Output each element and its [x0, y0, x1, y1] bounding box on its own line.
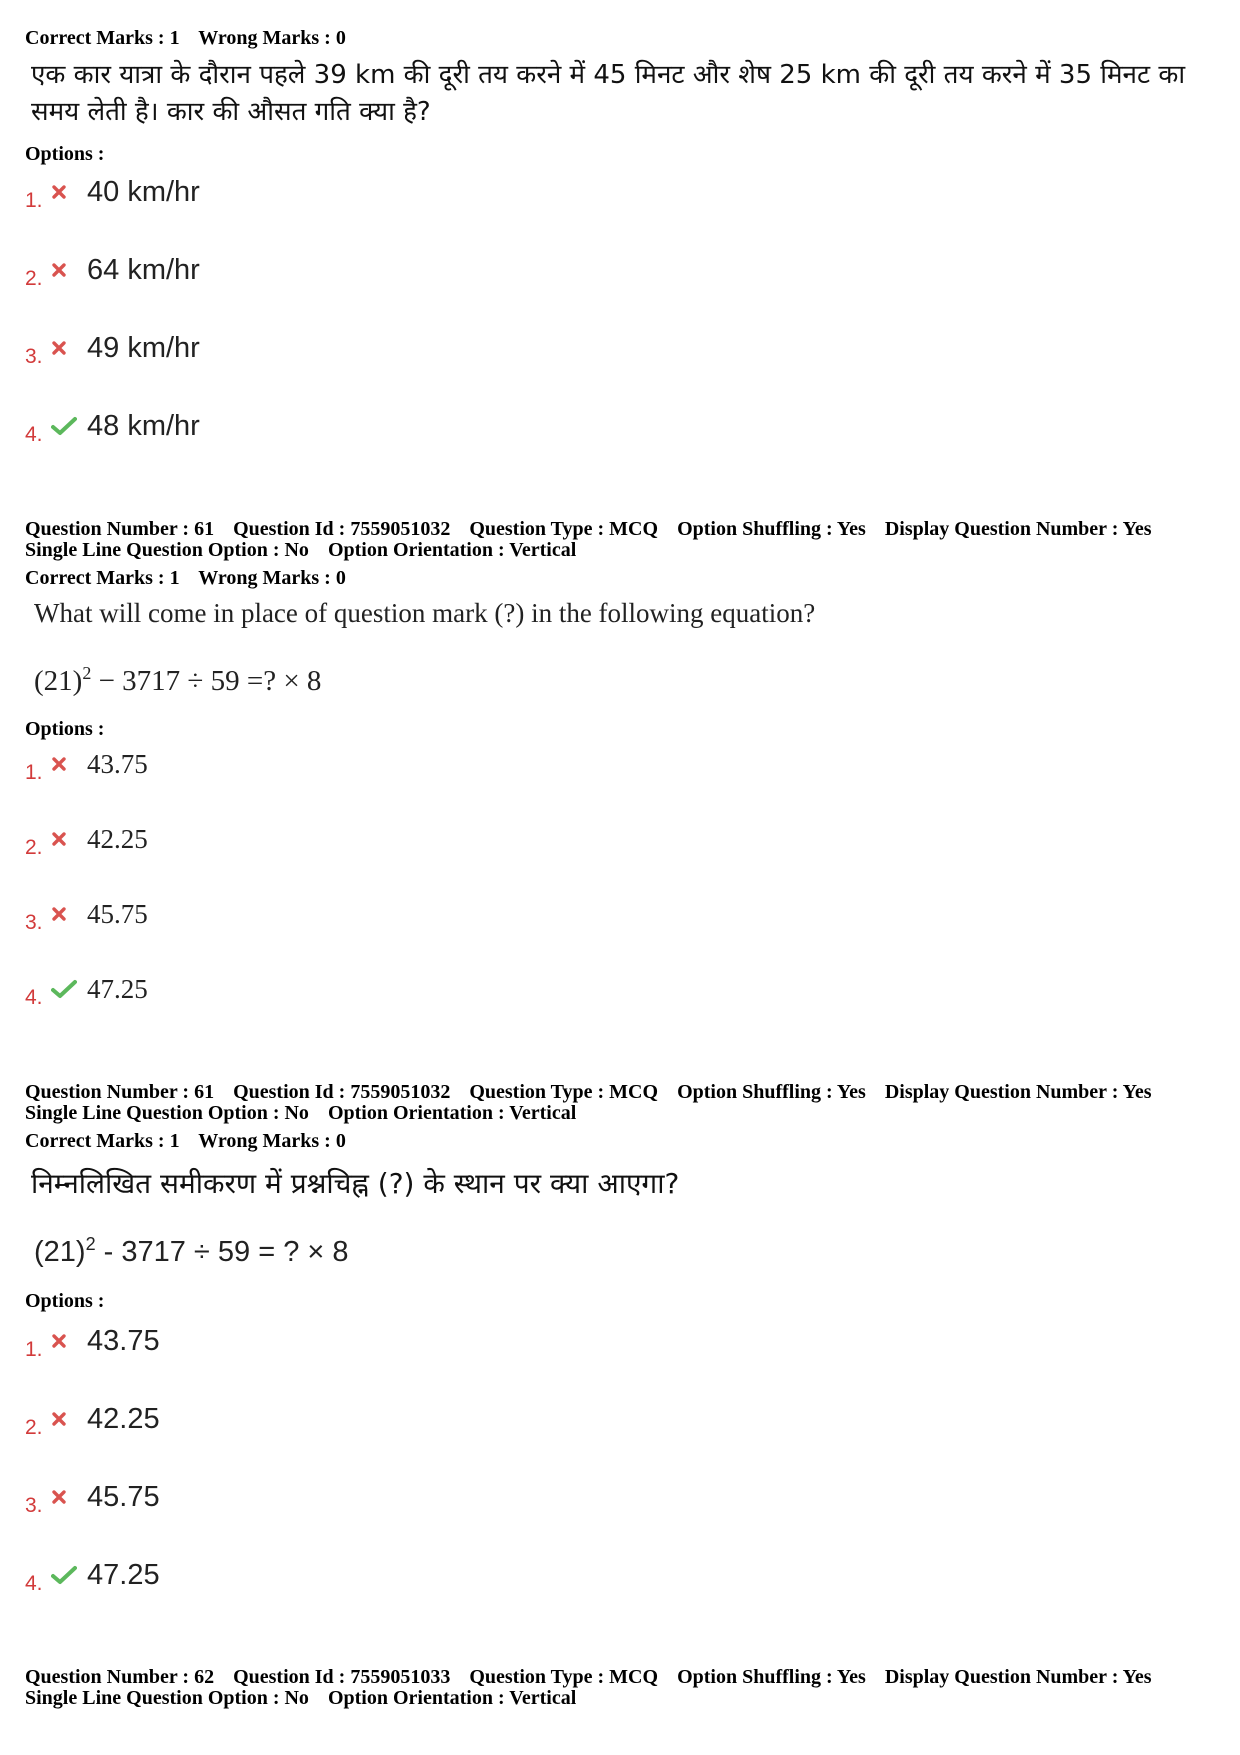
wrong-marks: Wrong Marks : 0: [198, 567, 346, 589]
question-id: Question Id : 7559051032: [233, 1081, 451, 1103]
question-type: Question Type : MCQ: [469, 1081, 659, 1103]
option-value: 64 km/hr: [87, 253, 200, 286]
equation-base: (21): [34, 1236, 86, 1268]
wrong-icon: [51, 262, 87, 278]
option-value: 40 km/hr: [87, 175, 200, 208]
option-number: 3.: [25, 345, 43, 368]
question-text: What will come in place of question mark (?) in the following equation?: [34, 598, 816, 628]
option-value: 49 km/hr: [87, 331, 200, 364]
question-number: Question Number : 62: [25, 1666, 215, 1688]
option-shuffling: Option Shuffling : Yes: [677, 518, 866, 540]
wrong-icon: [51, 184, 87, 200]
option-number: 3.: [25, 911, 43, 934]
option-item[interactable]: [25, 1319, 160, 1363]
question-id: Question Id : 7559051033: [233, 1666, 451, 1688]
correct-marks: Correct Marks : 1: [25, 567, 180, 589]
option-number: 1.: [25, 1338, 43, 1361]
option-value: 45.75: [87, 898, 148, 929]
question-meta-line-2: [25, 539, 590, 561]
question-type: Question Type : MCQ: [469, 1666, 659, 1688]
wrong-marks: Wrong Marks : 0: [198, 1130, 346, 1152]
wrong-icon: [51, 1489, 87, 1505]
question-equation: [34, 1234, 349, 1269]
question-text: एक कार यात्रा के दौरान पहले 39 km की दूरी तय करने में 45 मिनट और शेष 25 km की दूरी तय करने में 35 मिनट का समय लेती है। कार की औसत गति क्या है?: [31, 60, 1186, 127]
wrong-marks: Wrong Marks : 0: [198, 27, 346, 49]
question-meta-line-1: [25, 518, 1166, 540]
option-value: 43.75: [87, 748, 148, 779]
option-item[interactable]: [25, 1553, 160, 1597]
option-orientation: Option Orientation : Vertical: [327, 1687, 577, 1709]
equation-rest: − 3717 ÷ 59 =? × 8: [91, 665, 322, 697]
option-number: 1.: [25, 761, 43, 784]
wrong-icon: [51, 1411, 87, 1427]
option-item[interactable]: [25, 326, 200, 370]
option-item[interactable]: [25, 742, 148, 786]
question-meta-line-2: [25, 1687, 590, 1709]
option-item[interactable]: [25, 404, 200, 448]
wrong-icon: [51, 340, 87, 356]
option-item[interactable]: [25, 1475, 160, 1519]
options-label: Options :: [25, 143, 105, 165]
option-number: 4.: [25, 1572, 43, 1595]
display-question-number: Display Question Number : Yes: [884, 518, 1152, 540]
option-item[interactable]: [25, 967, 148, 1011]
option-number: 2.: [25, 836, 43, 859]
option-number: 2.: [25, 1416, 43, 1439]
correct-icon: [51, 1565, 87, 1585]
options-label: Options :: [25, 718, 105, 740]
single-line-question-option: Single Line Question Option : No: [25, 1687, 309, 1709]
option-item[interactable]: [25, 892, 148, 936]
option-value: 48 km/hr: [87, 409, 200, 442]
correct-marks: Correct Marks : 1: [25, 1130, 180, 1152]
equation-base: (21): [34, 665, 83, 697]
marks-line: [25, 1130, 360, 1152]
equation-exponent: 2: [82, 663, 92, 683]
wrong-icon: [51, 756, 87, 772]
equation-rest: - 3717 ÷ 59 = ? × 8: [95, 1236, 349, 1268]
option-number: 1.: [25, 189, 43, 212]
question-meta-line-1: [25, 1666, 1166, 1688]
option-item[interactable]: [25, 1397, 160, 1441]
option-item[interactable]: [25, 248, 200, 292]
question-meta-line-1: [25, 1081, 1166, 1103]
question-id: Question Id : 7559051032: [233, 518, 451, 540]
option-value: 42.25: [87, 823, 148, 854]
option-orientation: Option Orientation : Vertical: [327, 539, 577, 561]
option-number: 2.: [25, 267, 43, 290]
option-shuffling: Option Shuffling : Yes: [677, 1081, 866, 1103]
option-item[interactable]: [25, 170, 200, 214]
display-question-number: Display Question Number : Yes: [884, 1081, 1152, 1103]
wrong-icon: [51, 831, 87, 847]
marks-line: [25, 567, 360, 589]
correct-icon: [51, 979, 87, 999]
question-text: निम्नलिखित समीकरण में प्रश्नचिह्न (?) के स्थान पर क्या आएगा?: [31, 1167, 680, 1200]
option-item[interactable]: [25, 817, 148, 861]
wrong-icon: [51, 1333, 87, 1349]
option-value: 42.25: [87, 1402, 160, 1435]
options-label: Options :: [25, 1290, 105, 1312]
single-line-question-option: Single Line Question Option : No: [25, 539, 309, 561]
wrong-icon: [51, 906, 87, 922]
option-value: 45.75: [87, 1480, 160, 1513]
correct-marks: Correct Marks : 1: [25, 27, 180, 49]
option-value: 47.25: [87, 973, 148, 1004]
option-value: 47.25: [87, 1558, 160, 1591]
option-orientation: Option Orientation : Vertical: [327, 1102, 577, 1124]
option-number: 3.: [25, 1494, 43, 1517]
question-number: Question Number : 61: [25, 1081, 215, 1103]
marks-line: [25, 27, 360, 49]
option-value: 43.75: [87, 1324, 160, 1357]
correct-icon: [51, 416, 87, 436]
option-number: 4.: [25, 423, 43, 446]
question-type: Question Type : MCQ: [469, 518, 659, 540]
display-question-number: Display Question Number : Yes: [884, 1666, 1152, 1688]
question-meta-line-2: [25, 1102, 590, 1124]
question-equation: [34, 663, 321, 698]
question-number: Question Number : 61: [25, 518, 215, 540]
option-shuffling: Option Shuffling : Yes: [677, 1666, 866, 1688]
single-line-question-option: Single Line Question Option : No: [25, 1102, 309, 1124]
option-number: 4.: [25, 986, 43, 1009]
equation-exponent: 2: [85, 1234, 96, 1254]
